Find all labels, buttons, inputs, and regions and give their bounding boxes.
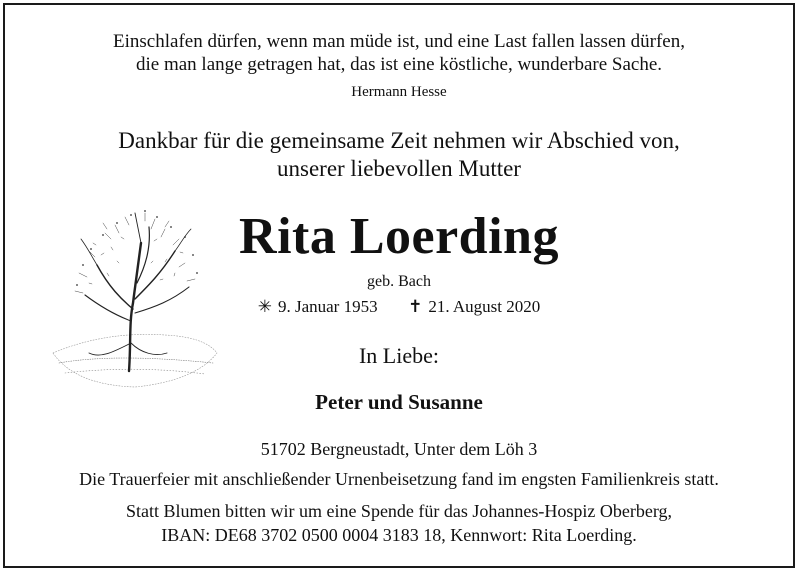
- signers: Peter und Susanne: [315, 390, 483, 414]
- donation-line-2: IBAN: DE68 3702 0500 0004 3183 18, Kennwort: Rita Loerding.: [161, 525, 637, 545]
- life-dates: [5, 297, 793, 317]
- quote-line-2: die man lange getragen hat, das ist eine köstliche, wunderbare Sache.: [136, 54, 662, 75]
- intro-line-2: unserer liebevollen Mutter: [277, 156, 521, 181]
- funeral-info: Die Trauerfeier mit anschließender Urnenbeisetzung fand im engsten Familienkreis statt.: [79, 469, 719, 489]
- birth-star-icon: ✳: [257, 297, 272, 316]
- maiden-name: geb. Bach: [367, 273, 431, 290]
- love-line: In Liebe:: [358, 343, 440, 368]
- obituary-card: [3, 3, 795, 568]
- quote-line-1: Einschlafen dürfen, wenn man müde ist, und eine Last fallen lassen dürfen,: [113, 31, 685, 52]
- address: 51702 Bergneustadt, Unter dem Löh 3: [260, 439, 538, 459]
- quote-author: Hermann Hesse: [351, 84, 447, 100]
- birth-date: 9. Januar 1953: [277, 297, 378, 316]
- deceased-name: Rita Loerding: [239, 208, 559, 265]
- intro-line-1: Dankbar für die gemeinsame Zeit nehmen wir Abschied von,: [118, 128, 680, 153]
- donation-line-1: Statt Blumen bitten wir um eine Spende für das Johannes-Hospiz Oberberg,: [125, 501, 673, 521]
- death-cross-icon: ✝: [408, 297, 423, 316]
- death-date: 21. August 2020: [428, 297, 541, 316]
